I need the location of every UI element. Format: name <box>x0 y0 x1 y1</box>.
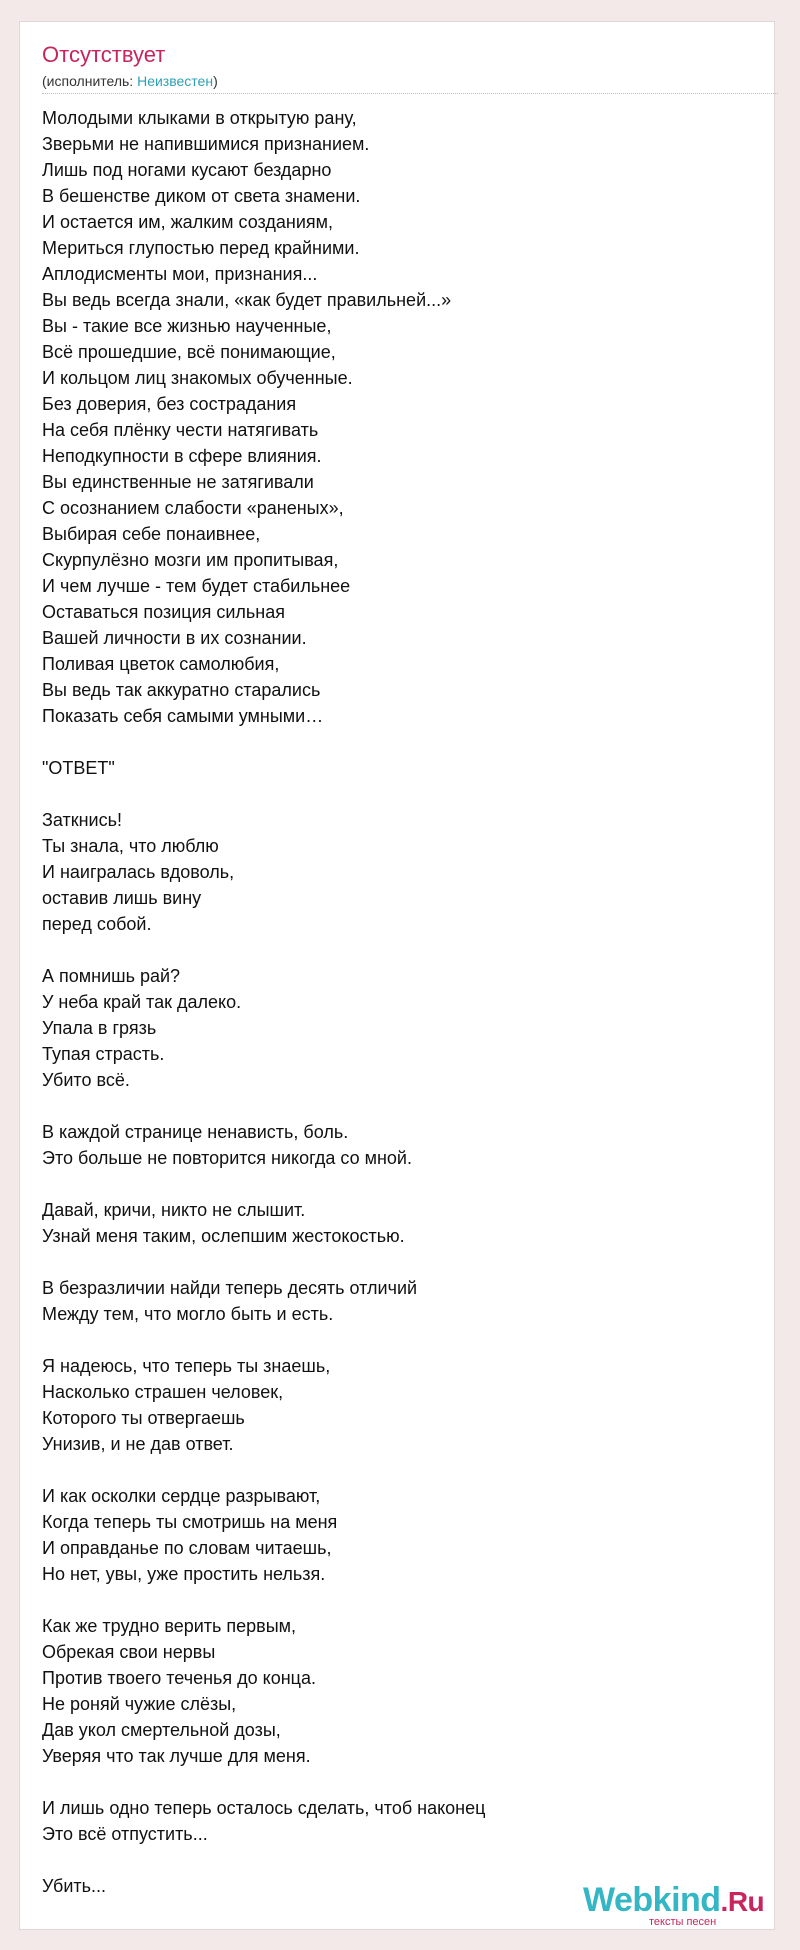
lyric-line: Скурпулёзно мозги им пропитывая, <box>42 550 339 570</box>
lyric-line: Унизив, и не дав ответ. <box>42 1434 234 1454</box>
lyric-line: Это всё отпустить... <box>42 1824 208 1844</box>
lyrics-card <box>19 21 775 1930</box>
lyric-line: Без доверия, без сострадания <box>42 394 297 414</box>
lyric-line: У неба край так далеко. <box>42 992 242 1012</box>
logo-tagline: тексты песен <box>649 1916 717 1928</box>
artist-line <box>42 74 218 88</box>
lyric-line: Но нет, увы, уже простить нельзя. <box>42 1564 326 1584</box>
lyric-line: Молодыми клыками в открытую рану, <box>42 108 357 128</box>
stanza-break <box>42 1249 742 1275</box>
lyric-line: Оставаться позиция сильная <box>42 602 286 622</box>
lyric-line: Поливая цветок самолюбия, <box>42 654 280 674</box>
lyric-line: Это больше не повторится никогда со мной. <box>42 1148 412 1168</box>
lyric-line: Показать себя самыми умными… <box>42 706 324 726</box>
stanza-break <box>42 937 742 963</box>
lyric-line: "ОТВЕТ" <box>42 758 115 778</box>
site-logo[interactable] <box>583 1883 773 1931</box>
logo-tld: .Ru <box>720 1886 765 1917</box>
lyric-line: Убить... <box>42 1876 107 1896</box>
lyric-line: И оправданье по словам читаешь, <box>42 1538 332 1558</box>
artist-link[interactable]: Неизвестен <box>137 73 214 89</box>
logo-wordmark <box>583 1883 764 1917</box>
lyric-line: Выбирая себе понаивнее, <box>42 524 261 544</box>
lyric-line: Неподкупности в сфере влияния. <box>42 446 322 466</box>
artist-suffix: ) <box>213 73 218 89</box>
stanza-break <box>42 1327 742 1353</box>
lyric-line: И лишь одно теперь осталось сделать, чтоб наконец <box>42 1798 486 1818</box>
lyrics-text <box>42 105 742 1899</box>
stanza-break <box>42 1093 742 1119</box>
song-title: Отсутствует <box>42 42 166 67</box>
stanza-break <box>42 1769 742 1795</box>
lyric-line: И как осколки сердце разрывают, <box>42 1486 321 1506</box>
lyric-line: И остается им, жалким созданиям, <box>42 212 333 232</box>
lyric-line: Которого ты отвергаешь <box>42 1408 245 1428</box>
lyric-line: перед собой. <box>42 914 152 934</box>
stanza-break <box>42 1457 742 1483</box>
lyric-line: А помнишь рай? <box>42 966 181 986</box>
artist-prefix: (исполнитель: <box>42 73 138 89</box>
lyric-line: С осознанием слабости «раненых», <box>42 498 344 518</box>
lyric-line: Вашей личности в их сознании. <box>42 628 307 648</box>
lyric-line: Аплодисменты мои, признания... <box>42 264 318 284</box>
lyric-line: Вы единственные не затягивали <box>42 472 314 492</box>
lyric-line: Насколько страшен человек, <box>42 1382 284 1402</box>
lyric-line: В безразличии найди теперь десять отличий <box>42 1278 418 1298</box>
lyric-line: Лишь под ногами кусают бездарно <box>42 160 332 180</box>
lyric-line: Ты знала, что люблю <box>42 836 219 856</box>
lyric-line: Всё прошедшие, всё понимающие, <box>42 342 336 362</box>
lyric-line: И наигралась вдоволь, <box>42 862 235 882</box>
lyric-line: оставив лишь вину <box>42 888 202 908</box>
lyric-line: Вы ведь так аккуратно старались <box>42 680 321 700</box>
lyric-line: Против твоего теченья до конца. <box>42 1668 317 1688</box>
lyric-line: Зверьми не напившимися признанием. <box>42 134 370 154</box>
lyric-line: Я надеюсь, что теперь ты знаешь, <box>42 1356 331 1376</box>
lyric-line: Мериться глупостью перед крайними. <box>42 238 360 258</box>
lyric-line: Давай, кричи, никто не слышит. <box>42 1200 306 1220</box>
stanza-break <box>42 1847 742 1873</box>
lyric-line: Уверяя что так лучше для меня. <box>42 1746 311 1766</box>
lyric-line: На себя плёнку чести натягивать <box>42 420 319 440</box>
stanza-break <box>42 1587 742 1613</box>
lyric-line: Вы - такие все жизнью наученные, <box>42 316 332 336</box>
lyric-line: Обрекая свои нервы <box>42 1642 216 1662</box>
lyric-line: И кольцом лиц знакомых обученные. <box>42 368 353 388</box>
lyric-line: Как же трудно верить первым, <box>42 1616 297 1636</box>
lyric-line: Упала в грязь <box>42 1018 157 1038</box>
logo-word: Webkind <box>583 1881 721 1919</box>
lyric-line: В бешенстве диком от света знамени. <box>42 186 361 206</box>
lyric-line: Когда теперь ты смотришь на меня <box>42 1512 338 1532</box>
stanza-break <box>42 781 742 807</box>
title-divider <box>42 93 778 94</box>
lyric-line: Не роняй чужие слёзы, <box>42 1694 237 1714</box>
lyric-line: Вы ведь всегда знали, «как будет правильней...» <box>42 290 452 310</box>
lyric-line: И чем лучше - тем будет стабильнее <box>42 576 351 596</box>
lyric-line: Дав укол смертельной дозы, <box>42 1720 281 1740</box>
lyric-line: Тупая страсть. <box>42 1044 165 1064</box>
lyric-line: Убито всё. <box>42 1070 130 1090</box>
stanza-break <box>42 1171 742 1197</box>
lyric-line: Заткнись! <box>42 810 122 830</box>
lyric-line: Между тем, что могло быть и есть. <box>42 1304 334 1324</box>
lyric-line: Узнай меня таким, ослепшим жестокостью. <box>42 1226 405 1246</box>
stanza-break <box>42 729 742 755</box>
lyric-line: В каждой странице ненависть, боль. <box>42 1122 349 1142</box>
